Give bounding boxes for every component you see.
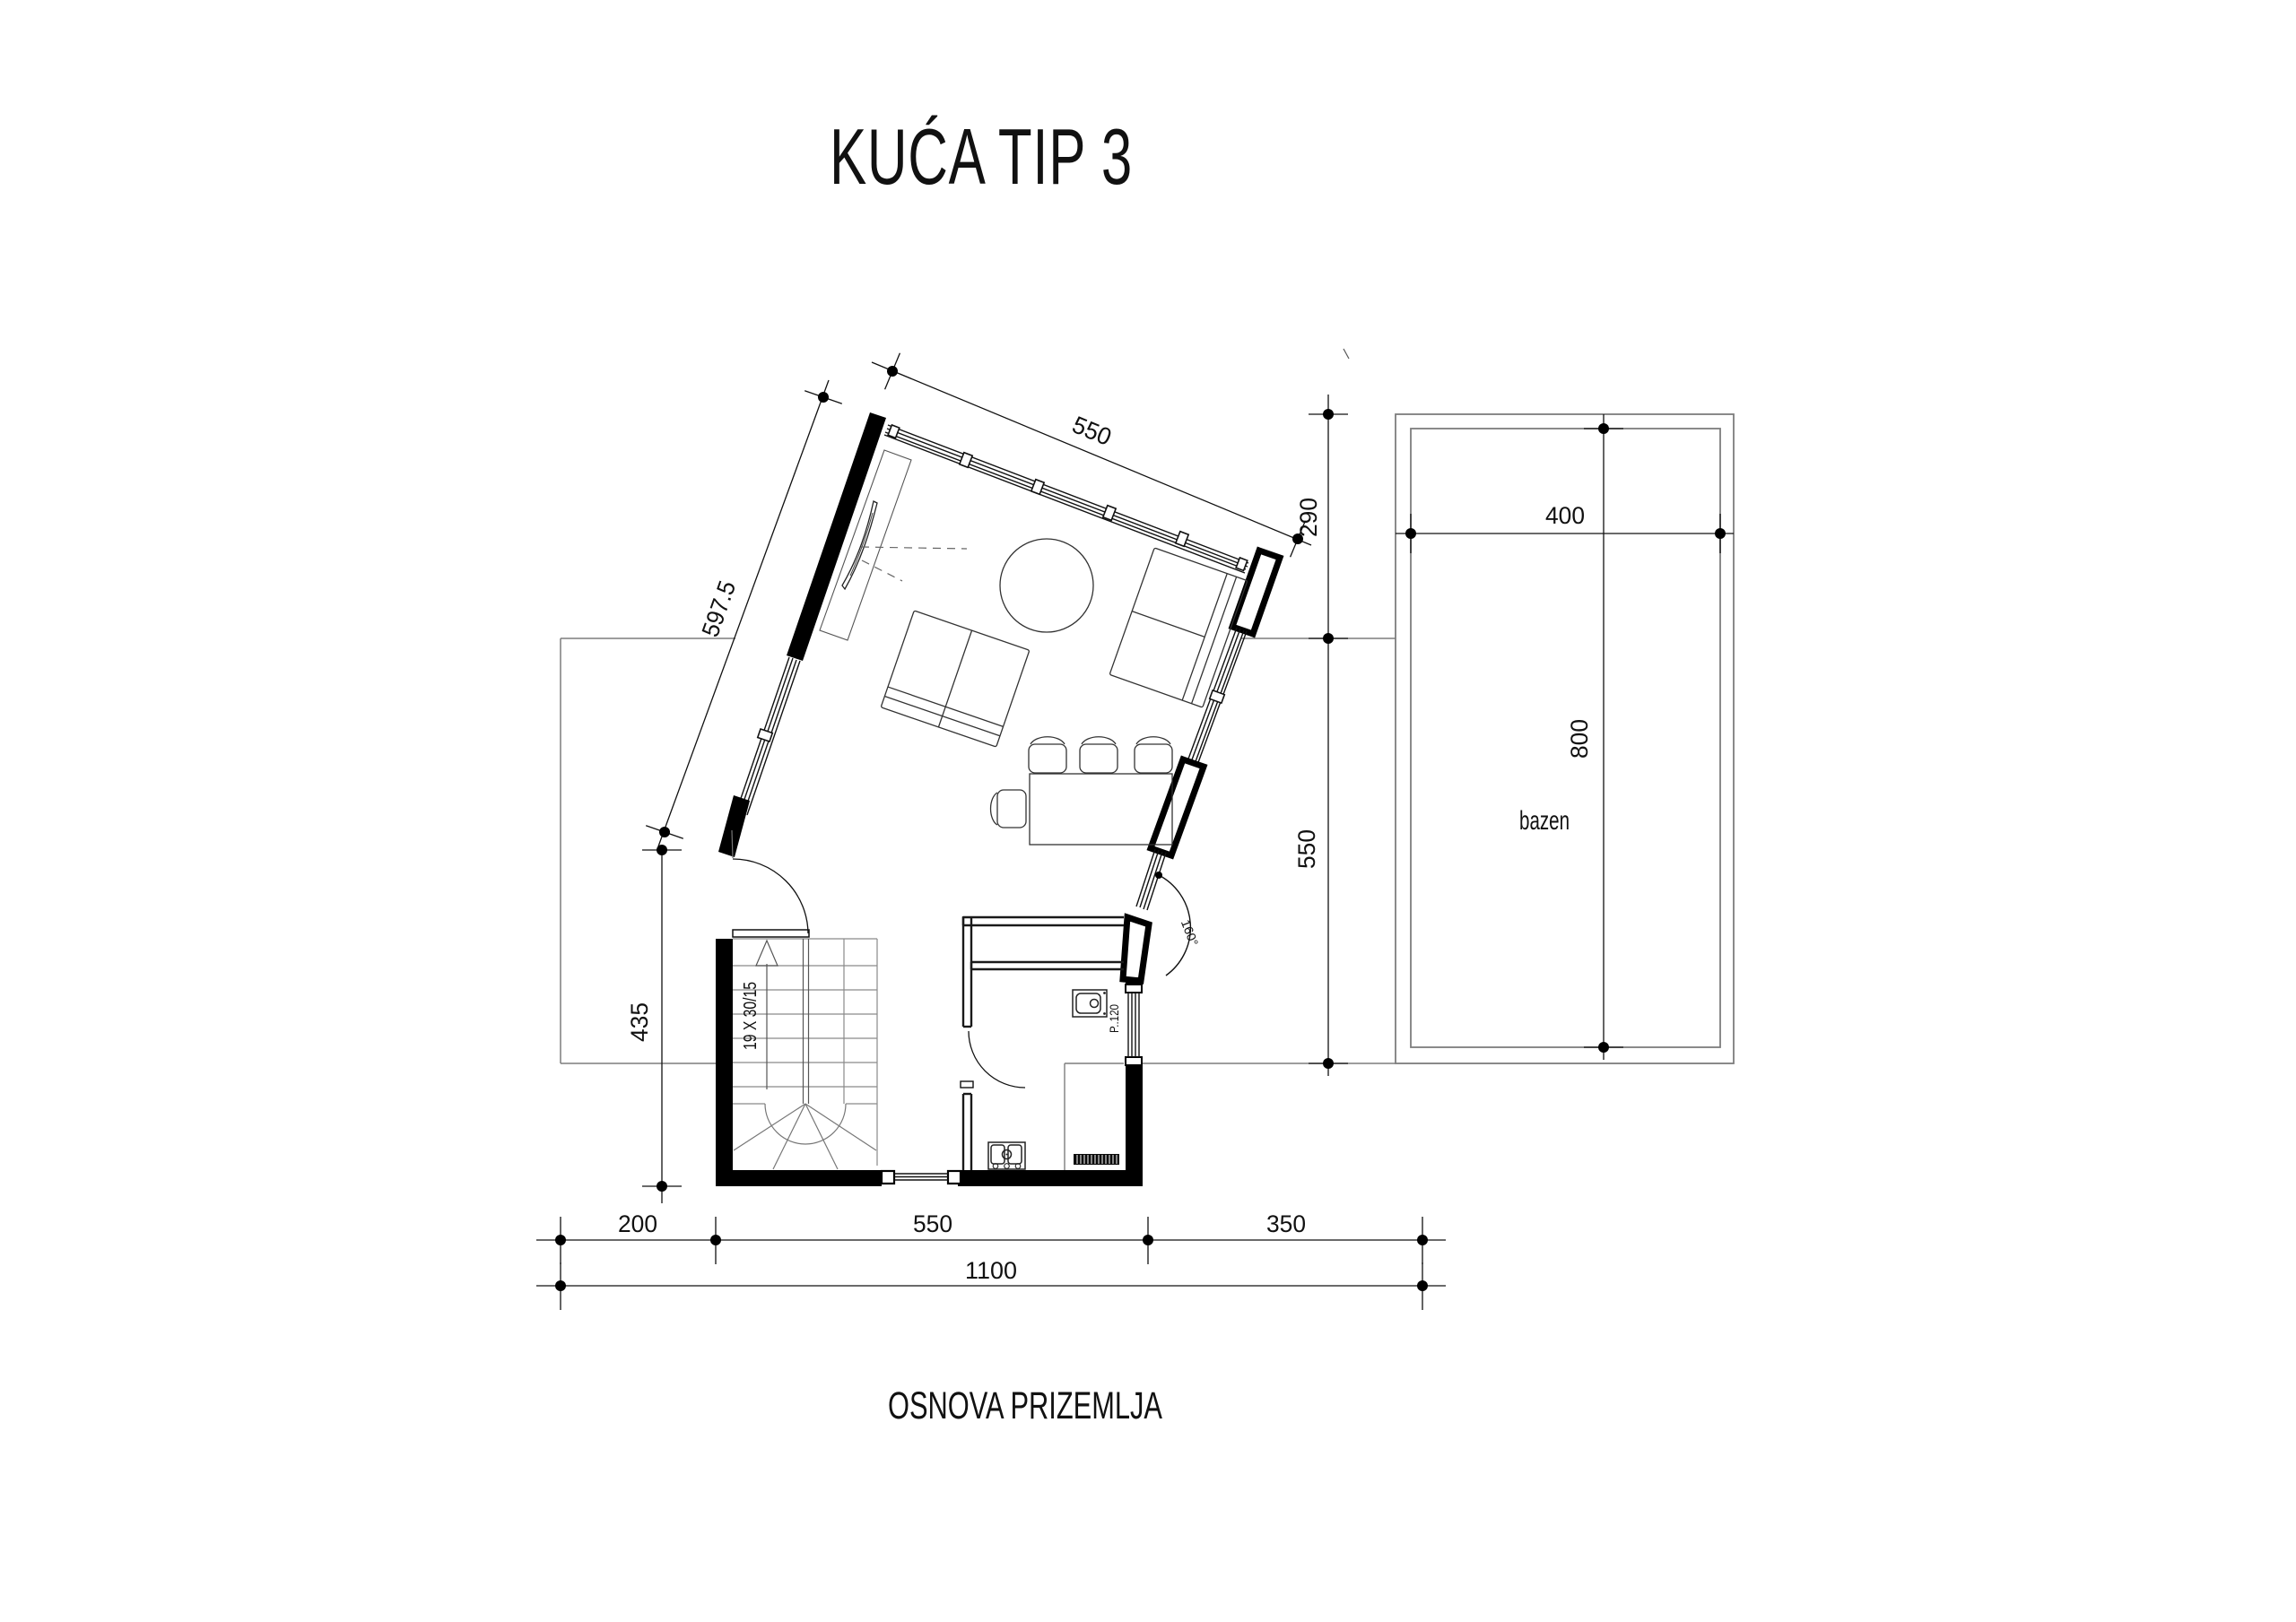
living-room-walls: [718, 412, 1280, 981]
dim-pool-400: [1396, 502, 1734, 553]
interior-partitions: [963, 916, 1124, 1170]
dim-right-290-550: [1293, 395, 1348, 1076]
left-glass-mullion: [758, 729, 772, 742]
dim-right-290-label: 290: [1295, 496, 1322, 537]
wc-flush-button: [1091, 1000, 1099, 1008]
dim-bottom-200-label: 200: [618, 1210, 657, 1237]
tv-view-lines: [861, 547, 967, 581]
stray-mark: [1344, 349, 1349, 359]
bottom-window: [882, 1171, 961, 1184]
round-table: [1000, 539, 1093, 632]
kitchen: [988, 1063, 1124, 1170]
cooktop: [988, 1142, 1025, 1169]
dim-bottom-1100-label: 1100: [965, 1257, 1017, 1284]
dining-chair-1: [1029, 737, 1066, 773]
bathroom-door: [961, 1031, 1025, 1088]
stair-treads: [733, 939, 877, 1166]
dim-bottom-total: [536, 1257, 1446, 1310]
parapet-label: P..120: [1107, 998, 1121, 1033]
right-corner-block: [1123, 917, 1149, 981]
drawing-caption: OSNOVA PRIZEMLJA: [888, 1384, 1163, 1427]
dim-pool-800-label: 800: [1566, 717, 1593, 759]
stair-winder: [734, 1104, 876, 1169]
dim-top-550-label: 550: [1068, 411, 1117, 452]
door-angle-label: 160°: [1178, 917, 1202, 948]
dim-left-597-label: 597.5: [696, 574, 743, 641]
dim-bottom-350-label: 350: [1266, 1210, 1306, 1237]
floor-grate: [1074, 1154, 1119, 1165]
bottom-wall-left: [716, 1170, 882, 1186]
dining-chair-2: [1080, 737, 1118, 773]
dim-left-435: [626, 845, 682, 1203]
right-glass-door: [1136, 849, 1166, 910]
dim-left-435-label: 435: [626, 1001, 653, 1042]
wc-bowl: [1076, 993, 1100, 1013]
entrance-door: [732, 830, 809, 937]
stair-walkline: [756, 939, 809, 1104]
stair-direction-arrow: [756, 941, 778, 966]
door-swing-arc-dot: [1155, 872, 1162, 879]
stair-left-wall: [716, 939, 733, 1170]
terrace-outline: [561, 638, 1396, 1063]
left-wall-end-pier: [718, 795, 750, 857]
dim-right-550-label: 550: [1293, 828, 1320, 869]
bathroom-fixtures: [1073, 990, 1107, 1017]
loveseat: [881, 611, 1030, 747]
dining-chair-3: [1135, 737, 1172, 773]
dim-bottom-550-label: 550: [913, 1210, 952, 1237]
page-title: KUĆA TIP 3: [830, 112, 1133, 201]
left-wall-solid: [787, 412, 886, 661]
dining-table: [1030, 774, 1172, 845]
pool-label: bazen: [1519, 806, 1570, 836]
stairs-label: 19 X 30/15: [741, 963, 761, 1050]
bottom-wall-right: [958, 1170, 1143, 1186]
dim-bottom-chain: [536, 1210, 1446, 1264]
top-glass-wall: [884, 425, 1248, 573]
stairs: [733, 939, 877, 1169]
dim-pool-400-label: 400: [1545, 502, 1585, 529]
right-wall-lower: [1126, 1065, 1143, 1186]
bathroom-window: [1126, 984, 1142, 1065]
dining-chair-head: [991, 790, 1026, 828]
right-glass-mullion: [1210, 690, 1225, 703]
